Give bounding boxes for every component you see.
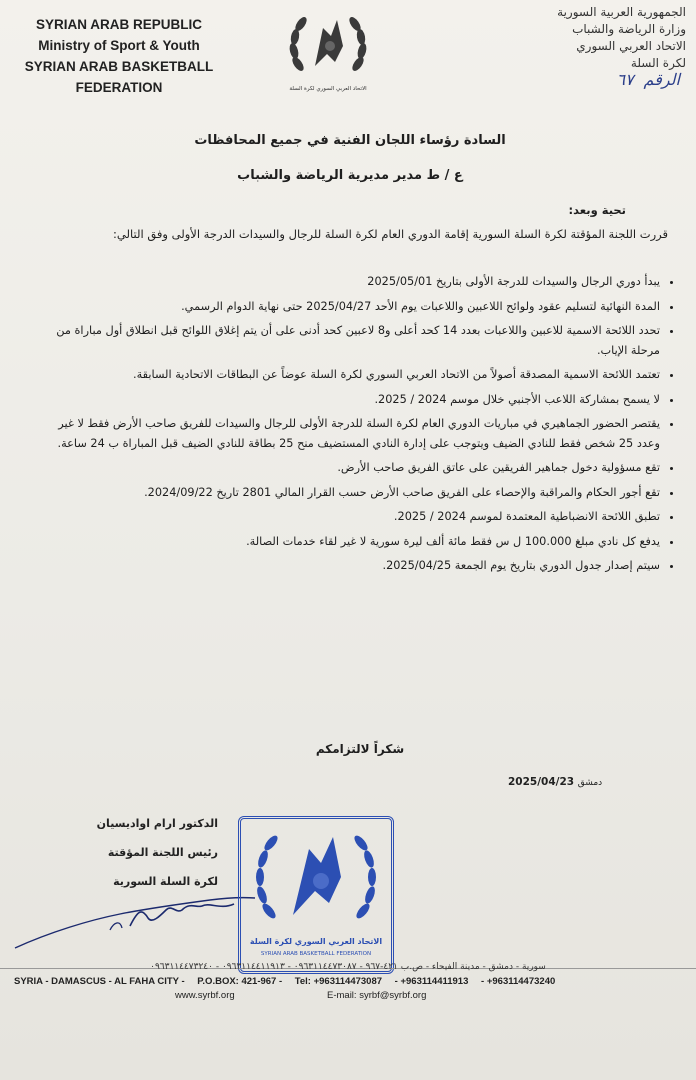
letter-date bbox=[508, 776, 604, 788]
greeting: تحية وبعد: bbox=[568, 203, 626, 217]
list-item: • يبدأ دوري الرجال والسيدات للدرجة الأولى بتاريخ 2025/05/01 bbox=[48, 272, 660, 292]
stamp-arabic-text: الاتحاد العربي السوري لكرة السلة bbox=[249, 937, 383, 946]
footer-location: SYRIA - DAMASCUS - AL FAHA CITY - bbox=[14, 976, 185, 987]
ar-header-line: لكرة السلة bbox=[630, 56, 686, 70]
signatory-title: رئيس اللجنة المؤقتة bbox=[107, 846, 218, 859]
list-item: • يدفع كل نادي مبلغ 100.000 ل س فقط مائة ألف ليرة سورية لا غير لقاء خدمات الصالة. bbox=[48, 532, 660, 552]
footer-phone-3: - +963114473240 bbox=[481, 976, 556, 987]
en-header-line: SYRIAN ARAB REPUBLIC bbox=[35, 17, 202, 32]
en-header-line: SYRIAN ARAB BASKETBALL bbox=[24, 59, 214, 74]
date-value: 2025/04/23 bbox=[508, 776, 575, 788]
list-item: • تطبق اللائحة الانضباطية المعتمدة لموسم 2024 / 2025. bbox=[48, 507, 660, 527]
laurel-emblem-icon bbox=[285, 6, 371, 88]
footer-phone-1: Tel: +963114473087 bbox=[294, 976, 383, 987]
ref-label: الرقم bbox=[643, 72, 680, 89]
list-item: • تقع مسؤولية دخول جماهير الفريقين على عاتق الفريق صاحب الأرض. bbox=[48, 458, 660, 478]
signatory-org: لكرة السلة السورية bbox=[113, 875, 218, 888]
closing-thanks: شكراً لالتزامكم bbox=[315, 742, 405, 756]
en-header-line: Ministry of Sport & Youth bbox=[38, 38, 200, 53]
addressee-line-2: ع / ط مدير مديرية الرياضة والشباب bbox=[237, 168, 463, 183]
signatory-name: الدكتور ارام اواديسيان bbox=[96, 817, 218, 830]
logo-caption: الاتحاد العربي السوري لكرة السلة bbox=[289, 86, 367, 92]
footer-phone-2: - +963114411913 bbox=[394, 976, 469, 987]
list-item: • يقتصر الحضور الجماهيري في مباريات الدوري العام لكرة السلة للدرجة الأولى للرجال والسيدات للفريق صاحب الأرض فقط لا غير وعدد 25 شخص فقط للنادي الضيف ويتوجب على إدارة النادي المستضيف منح 25 بطاقة للنادي الضيف قبل المباراة ب 24 ساعة. bbox=[48, 414, 660, 453]
list-item: • لا يسمح بمشاركة اللاعب الأجنبي خلال موسم 2024 / 2025. bbox=[48, 390, 660, 410]
list-item: • المدة النهائية لتسليم عقود ولوائح اللاعبين واللاعبات يوم الأحد 2025/04/27 حتى نهاية الدوام الرسمي. bbox=[48, 297, 660, 317]
addressee-line-1: السادة رؤساء اللجان الفنية في جميع المحافظات bbox=[194, 133, 506, 148]
date-city: دمشق bbox=[577, 778, 603, 788]
arabic-letterhead bbox=[476, 4, 686, 90]
intro-paragraph: قررت اللجنة المؤقتة لكرة السلة السورية إقامة الدوري العام لكرة السلة للرجال والسيدات الدرجة الأولى وفق التالي: bbox=[113, 227, 668, 241]
ar-header-line: الاتحاد العربي السوري bbox=[576, 39, 686, 53]
list-item: • تعتمد اللائحة الاسمية المصدقة أصولاً من الاتحاد العربي السوري لكرة السلة عوضاً عن البطاقات الاتحادية السابقة. bbox=[48, 365, 660, 385]
footer-website: www.syrbf.org bbox=[175, 990, 235, 1001]
stamp-english-text: SYRIAN ARAB BASKETBALL FEDERATION bbox=[260, 951, 372, 957]
list-item: • تقع أجور الحكام والمراقبة والإحصاء على الفريق صاحب الأرض حسب القرار المالي 2801 تاريخ 2024/09/22. bbox=[48, 483, 660, 503]
footer-email: E-mail: syrbf@syrbf.org bbox=[327, 990, 427, 1001]
english-letterhead bbox=[14, 14, 224, 98]
reference-number bbox=[476, 72, 686, 90]
official-stamp bbox=[238, 816, 394, 974]
list-item: • تحدد اللائحة الاسمية للاعبين واللاعبات بعدد 14 كحد أعلى و8 لاعبين كحد أدنى على أن يتم إغلاق اللوائح قبل انطلاق أول مباراة من مرحلة الإياب. bbox=[48, 321, 660, 360]
en-header-line: FEDERATION bbox=[75, 80, 163, 95]
list-item: • سيتم إصدار جدول الدوري بتاريخ يوم الجمعة 2025/04/25. bbox=[48, 556, 660, 576]
stamp-emblem-icon bbox=[241, 819, 391, 939]
ar-header-line: وزارة الرياضة والشباب bbox=[572, 22, 686, 36]
ref-value: ٦٧ bbox=[616, 72, 634, 89]
footer-pobox: P.O.BOX: 421-967 - bbox=[197, 976, 283, 987]
ar-header-line: الجمهورية العربية السورية bbox=[557, 5, 686, 19]
handwritten-signature bbox=[10, 880, 260, 960]
federation-logo bbox=[285, 6, 371, 102]
footer-arabic-address: سورية - دمشق - مدينة الفيحاء - ص.ب ٤٢١-٩٦٧ - ٠٩٦٣١١٤٤٧٣٠٨٧ - ٠٩٦٣١١٤٤١١٩١٣ - ٠٩٦٣١١٤٤٧٣٢٤٠ bbox=[150, 962, 546, 972]
footer-english-address bbox=[14, 976, 686, 987]
decision-list bbox=[48, 272, 678, 581]
